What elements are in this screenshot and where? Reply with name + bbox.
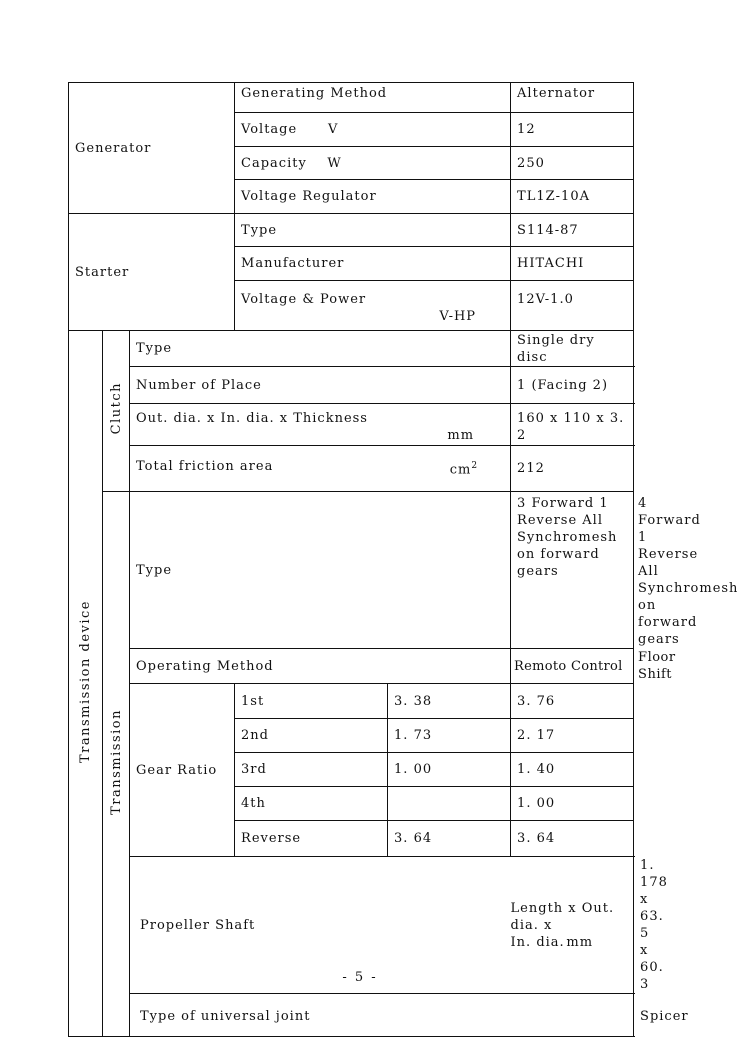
transmission-label: Transmission xyxy=(103,492,130,1037)
total-friction-area-label: Total friction area $cm^2$ xyxy=(130,446,511,492)
transmission-type-3speed: 3 Forward 1 Reverse All Synchromesh on forward gears xyxy=(511,492,634,649)
gear-reverse-4speed: 3. 64 xyxy=(511,821,634,857)
starter-type-value: S114-87 xyxy=(511,214,634,247)
gear-1st-3speed: 3. 38 xyxy=(388,684,511,719)
transmission-device-label: Transmission device xyxy=(69,331,103,1037)
gear-1st-4speed: 3. 76 xyxy=(511,684,634,719)
operating-method-label: Operating Method xyxy=(130,649,511,684)
propeller-shaft-item: Length x Out. dia. x In. dia. mm xyxy=(511,857,634,994)
operating-method-3speed: Remoto Control xyxy=(511,649,634,684)
manufacturer-value: HITACHI xyxy=(511,247,634,281)
generator-label: Generator xyxy=(69,83,235,214)
voltage-value: 12 xyxy=(511,113,634,147)
gear-2nd-4speed: 2. 17 xyxy=(511,719,634,753)
clutch-dimensions-value: 160 x 110 x 3. 2 xyxy=(511,404,634,446)
clutch-label: Clutch xyxy=(103,331,130,492)
specification-table: Generator Generating Method Alternator Voltage V 12 Capacity W 250 Voltage Regulator TL1Z-10A Starter Type S114-87 Manufacturer HITACHI Voltage & Power V-HP 12V-1.0 Transmission device Clutch Type Single dry disc Number of Place 1 (Facing 2) Out. dia. x In. dia. x Thickness mm 160 x 110 x 3. 2 Total friction area $cm^2$ 212 Transmission Type 3 Forward 1 Reverse All Synchromesh on forward gears 4 Forward 1 Reverse All Synchromesh on forward gears Operating Method Remoto Control Floor Shift Gear Ratio 1st 3. 38 3. 76 2nd 1. 73 2. 17 3rd 1. 00 1. 40 4th 1. 00 Reverse 3. 64 3. 64 Propeller Shaft Length x Out. dia. x In. dia. mm 1. 178 x 63. 5 x 60. 3 Type of universal joint Spicer xyxy=(68,82,634,1037)
capacity-label: Capacity W xyxy=(235,147,511,180)
clutch-type-label: Type xyxy=(130,331,511,367)
propeller-shaft-label: Propeller Shaft xyxy=(130,857,511,994)
clutch-type-value: Single dry disc xyxy=(511,331,634,367)
number-of-place-label: Number of Place xyxy=(130,367,511,404)
voltage-power-value: 12V-1.0 xyxy=(511,281,634,331)
number-of-place-value: 1 (Facing 2) xyxy=(511,367,634,404)
generating-method-label: Generating Method xyxy=(235,83,511,113)
gear-4th-3speed xyxy=(388,787,511,821)
voltage-regulator-label: Voltage Regulator xyxy=(235,180,511,214)
page-number: - 5 - xyxy=(342,970,378,985)
voltage-power-label: Voltage & Power V-HP xyxy=(235,281,511,331)
starter-type-label: Type xyxy=(235,214,511,247)
gear-3rd-4speed: 1. 40 xyxy=(511,753,634,787)
voltage-label: Voltage V xyxy=(235,113,511,147)
gear-reverse-3speed: 3. 64 xyxy=(388,821,511,857)
starter-label: Starter xyxy=(69,214,235,331)
capacity-value: 250 xyxy=(511,147,634,180)
transmission-type-label: Type xyxy=(130,492,511,649)
gear-2nd-label: 2nd xyxy=(235,719,388,753)
gear-3rd-label: 3rd xyxy=(235,753,388,787)
gear-ratio-label: Gear Ratio xyxy=(130,684,235,857)
generating-method-value: Alternator xyxy=(511,83,634,113)
gear-2nd-3speed: 1. 73 xyxy=(388,719,511,753)
gear-reverse-label: Reverse xyxy=(235,821,388,857)
gear-4th-4speed: 1. 00 xyxy=(511,787,634,821)
voltage-regulator-value: TL1Z-10A xyxy=(511,180,634,214)
gear-1st-label: 1st xyxy=(235,684,388,719)
universal-joint-label: Type of universal joint xyxy=(130,994,634,1037)
gear-3rd-3speed: 1. 00 xyxy=(388,753,511,787)
clutch-dimensions-label: Out. dia. x In. dia. x Thickness mm xyxy=(130,404,511,446)
manufacturer-label: Manufacturer xyxy=(235,247,511,281)
gear-4th-label: 4th xyxy=(235,787,388,821)
total-friction-area-value: 212 xyxy=(511,446,634,492)
